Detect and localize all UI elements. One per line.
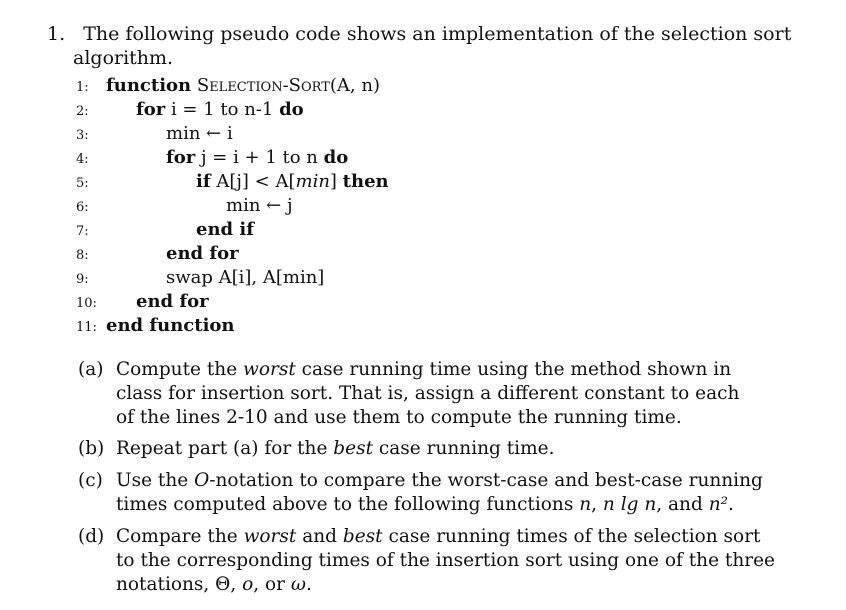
function-name: Selection-Sort <box>196 75 330 96</box>
text-span: Compare the <box>116 526 244 547</box>
text-span: Use the <box>116 470 195 491</box>
problem-intro-text1: The following pseudo code shows an implementation of the selection sort <box>83 23 792 45</box>
part-c-text <box>116 469 763 517</box>
part-c-label: (c) <box>78 470 103 491</box>
part-d-label: (d) <box>78 526 105 547</box>
problem-intro-line1 <box>47 22 791 46</box>
text-span: . <box>728 494 734 515</box>
text-span: times computed above to the following functions <box>116 494 580 515</box>
text-line: to the corresponding times of the insertion sort using one of the three <box>116 550 775 571</box>
text-span: , <box>591 494 603 515</box>
code-line-4 <box>76 146 348 170</box>
keyword: for <box>166 147 196 168</box>
emphasis: worst <box>243 526 297 547</box>
code-text-italic: min <box>295 171 330 192</box>
text-span: , and <box>656 494 709 515</box>
keyword: if <box>196 171 211 192</box>
code-line-11 <box>76 314 235 338</box>
line-number: 7: <box>76 224 89 239</box>
part-a-label: (a) <box>78 359 104 380</box>
emphasis: O <box>194 470 210 491</box>
text-span: notations, Θ, <box>116 574 243 595</box>
code-text: swap A[i], A[min] <box>166 267 325 288</box>
text-span: , or <box>253 574 291 595</box>
keyword: do <box>279 99 304 120</box>
keyword: end for <box>166 243 239 264</box>
line-number: 11: <box>76 320 97 335</box>
code-line-1 <box>76 74 380 98</box>
math-n: n <box>579 494 592 515</box>
code-line-2 <box>76 98 304 122</box>
part-d-text <box>116 525 775 597</box>
line-number: 5: <box>76 176 89 191</box>
keyword: end if <box>196 219 254 240</box>
emphasis: worst <box>243 359 296 380</box>
math-omega: ω <box>290 574 306 595</box>
line-number: 8: <box>76 248 89 263</box>
part-b-text <box>116 437 716 461</box>
part-b <box>78 437 728 461</box>
line-number: 3: <box>76 128 89 143</box>
text-span: -notation to compare the worst-case and best-case running <box>209 470 763 491</box>
code-text: j = i + 1 to n <box>195 147 324 168</box>
text-span: Compute the <box>116 359 244 380</box>
code-line-9 <box>76 266 324 290</box>
problem-number: 1. <box>47 23 66 45</box>
emphasis: best <box>333 438 374 459</box>
keyword: for <box>136 99 166 120</box>
line-number: 9: <box>76 272 89 287</box>
part-c <box>78 469 763 517</box>
part-a-text <box>116 358 740 430</box>
math-nlgn: n lg n <box>602 494 657 515</box>
function-args: (A, n) <box>329 75 380 96</box>
problem-intro-line2: algorithm. <box>73 47 174 69</box>
keyword: end function <box>106 315 235 336</box>
emphasis: best <box>342 526 383 547</box>
text-line: class for insertion sort. That is, assign a different constant to each <box>116 383 740 404</box>
code-text: ] <box>329 171 343 192</box>
line-number: 2: <box>76 104 89 119</box>
keyword: function <box>106 75 192 96</box>
code-text: i = 1 to n-1 <box>165 99 280 120</box>
text-span: . <box>305 574 312 595</box>
keyword: do <box>323 147 349 168</box>
text-span: case running time. <box>373 438 555 459</box>
line-number: 4: <box>76 152 89 167</box>
code-text: A[j] < A[ <box>210 171 296 192</box>
math-n-squared: n² <box>708 494 729 515</box>
text-line: of the lines 2-10 and use them to compute the running time. <box>116 407 682 428</box>
code-text: min ← j <box>226 195 293 216</box>
text-span: case running times of the selection sort <box>382 526 761 547</box>
code-line-3 <box>76 122 233 146</box>
keyword: end for <box>136 291 209 312</box>
line-number: 6: <box>76 200 89 215</box>
code-line-10 <box>76 290 209 314</box>
text-span: case running time using the method shown in <box>295 359 732 380</box>
part-d <box>78 525 775 597</box>
code-line-6 <box>76 194 293 218</box>
line-number: 10: <box>76 296 97 311</box>
code-line-8 <box>76 242 239 266</box>
text-span: Repeat part (a) for the <box>116 438 334 459</box>
text-span: and <box>296 526 343 547</box>
code-line-7 <box>76 218 254 242</box>
line-number: 1: <box>76 80 89 95</box>
math-little-o: o <box>242 574 254 595</box>
part-a <box>78 358 740 430</box>
code-line-5 <box>76 170 389 194</box>
part-b-label: (b) <box>78 438 105 459</box>
keyword: then <box>342 171 389 192</box>
code-text: min ← i <box>166 123 233 144</box>
